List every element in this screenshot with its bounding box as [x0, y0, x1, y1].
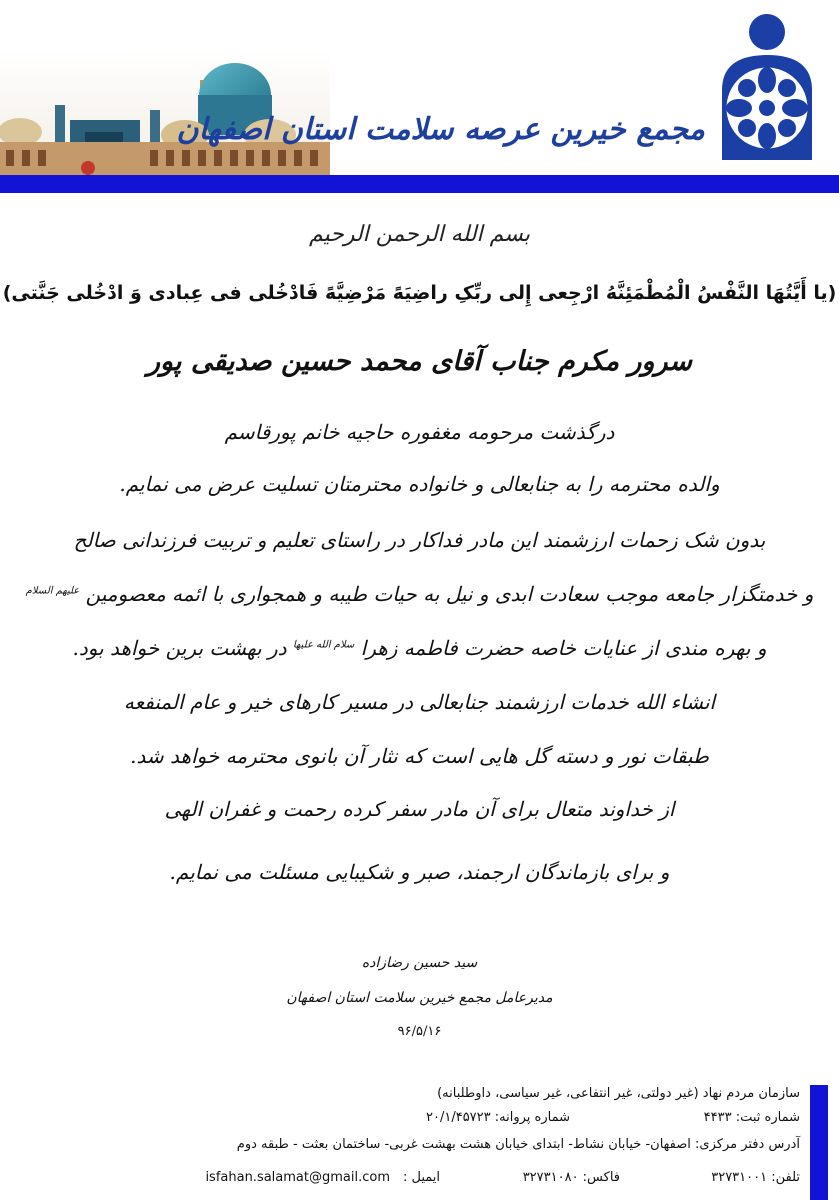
contact-line — [180, 1170, 800, 1188]
signer-title: مدیرعامل مجمع خیرین سلامت استان اصفهان — [286, 990, 553, 1006]
registration-number: شماره ثبت: ۴۴۳۳ — [703, 1110, 800, 1125]
charity-figure-logo-icon — [700, 10, 835, 168]
letter-line-9: و برای بازماندگان ارجمند، صبر و شکیبایی مسئلت می نمایم. — [169, 860, 670, 884]
letterhead-header — [0, 0, 839, 195]
honorific-1: علیهم السلام — [25, 585, 80, 597]
registration-line — [180, 1110, 800, 1128]
letter-line-1: درگذشت مرحومه مغفوره حاجیه خانم پورقاسم — [224, 420, 615, 444]
org-title: مجمع خیرین عرصه سلامت استان اصفهان — [176, 112, 705, 147]
email-label: ایمیل : — [402, 1170, 440, 1185]
email-link[interactable]: isfahan.salamat@gmail.com — [205, 1170, 390, 1185]
license-number: شماره پروانه: ۲۰/۱/۴۵۷۲۳ — [426, 1110, 570, 1125]
letter-line-5-end: در بهشت برین خواهد بود. — [72, 636, 287, 660]
quran-verse: (یا أَیَّتُهَا النَّفْسُ الْمُطْمَئِنَّهُ ارْجِعی إِلى ربِّکِ راضِیَهً مَرْضِیَّهً فَادْخُلی فی عِبادی وَ ادْخُلی جَنَّتی) — [2, 282, 837, 304]
letter-line-5-text: و بهره مندی از عنایات خاصه حضرت فاطمه زهرا — [360, 636, 767, 660]
letter-date: ۹۶/۵/۱۶ — [397, 1024, 442, 1039]
fax-number: فاکس: ۳۲۷۳۱۰۸۰ — [522, 1170, 620, 1185]
salutation: سرور مکرم جناب آقای محمد حسین صدیقی پور — [146, 346, 693, 377]
letter-line-2: والده محترمه را به جنابعالی و خانواده محترمتان تسلیت عرض می نمایم. — [119, 472, 720, 496]
phone-number: تلفن: ۳۲۷۳۱۰۰۱ — [711, 1170, 800, 1185]
letter-line-4-text: و خدمتگزار جامعه موجب سعادت ابدی و نیل به حیات طیبه و همجواری با ائمه معصومین — [85, 582, 814, 606]
letter-line-6: انشاء الله خدمات ارزشمند جنابعالی در مسیر کارهای خیر و عام المنفعه — [123, 690, 716, 714]
header-accent-bar — [0, 175, 839, 193]
letter-line-8: از خداوند متعال برای آن مادر سفر کرده رحمت و غفران الهی — [164, 797, 675, 821]
letter-line-4 — [0, 582, 839, 606]
letter-line-5 — [0, 636, 839, 660]
bismillah: بسم الله الرحمن الرحیم — [308, 222, 531, 247]
ngo-status-line: سازمان مردم نهاد (غیر دولتی، غیر انتفاعی، غیر سیاسی، داوطلبانه) — [437, 1086, 800, 1101]
signer-name: سید حسین رضازاده — [361, 955, 478, 971]
letter-line-7: طبقات نور و دسته گل هایی است که نثار آن بانوی محترمه خواهد شد. — [130, 744, 709, 768]
office-address: آدرس دفتر مرکزی: اصفهان- خیابان نشاط- ابتدای خیابان هشت بهشت غربی- ساختمان بعثت - طبقه دوم — [236, 1137, 800, 1152]
letter-line-3: بدون شک زحمات ارزشمند این مادر فداکار در راستای تعلیم و تربیت فرزندانی صالح — [73, 528, 766, 552]
honorific-2: سلام الله علیها — [292, 639, 355, 651]
footer-accent-bar — [810, 1085, 828, 1200]
